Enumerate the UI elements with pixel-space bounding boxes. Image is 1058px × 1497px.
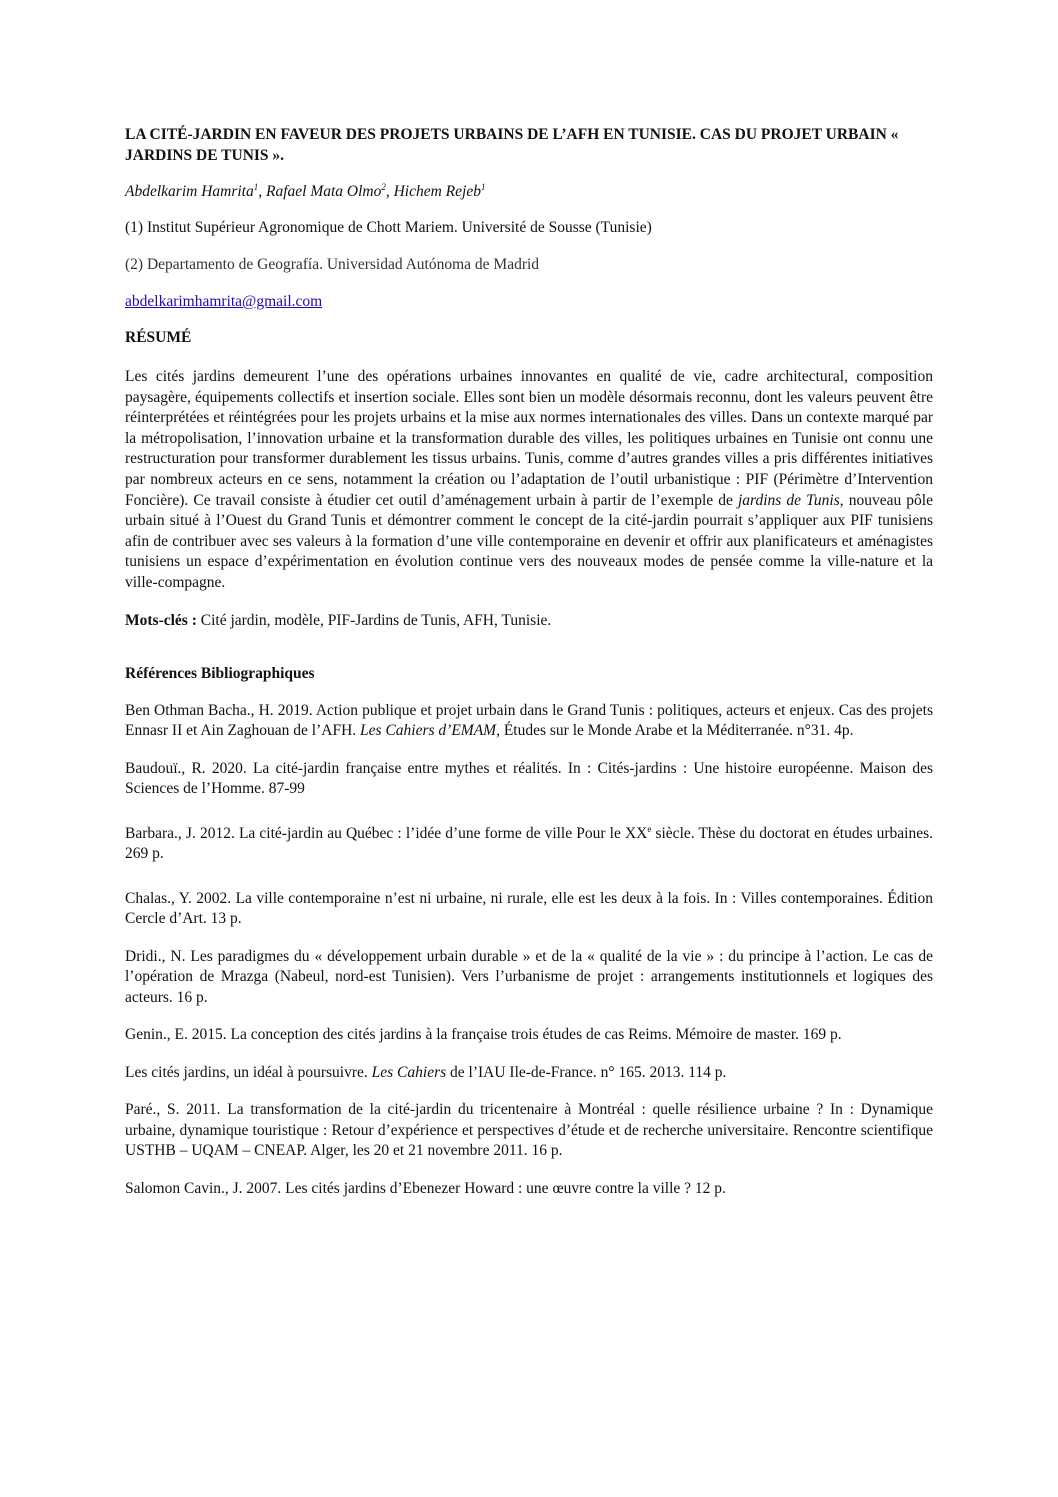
- reference-text: siècle. Thèse du doctorat en études urbaines. 269 p.: [125, 824, 933, 863]
- author-name: Hichem Rejeb: [393, 183, 481, 200]
- reference-item: [125, 824, 933, 865]
- author-email: [125, 292, 933, 312]
- reference-italic: Les Cahiers: [371, 1063, 447, 1081]
- affiliation-2: (2) Departamento de Geografía. Universidad Autónoma de Madrid: [125, 256, 540, 273]
- keywords-text: Cité jardin, modèle, PIF-Jardins de Tunis, AFH, Tunisie.: [196, 611, 552, 629]
- reference-item: [125, 947, 933, 1009]
- author-list: [125, 182, 933, 202]
- paper-title: LA CITÉ-JARDIN EN FAVEUR DES PROJETS URBAINS DE L’AFH EN TUNISIE. CAS DU PROJET URBAIN « JARDINS DE TUNIS ».: [125, 126, 899, 164]
- reference-text: de l’IAU Ile-de-France. n° 165. 2013. 114 p.: [446, 1063, 727, 1081]
- author-separator: ,: [258, 183, 266, 200]
- keywords: [125, 611, 933, 631]
- reference-item: [125, 759, 933, 800]
- email-link[interactable]: abdelkarimhamrita@gmail.com: [125, 293, 323, 310]
- abstract-text: [125, 367, 933, 594]
- author-name: Rafael Mata Olmo: [265, 183, 382, 200]
- references-heading: Références Bibliographiques: [125, 664, 315, 682]
- reference-text: Genin., E. 2015. La conception des cités jardins à la française trois études de cas Reims. Mémoire de master. 169 p.: [125, 1026, 842, 1044]
- reference-text: Dridi., N. Les paradigmes du « développement urbain durable » et de la « qualité de la vie » : du principe à l’action. Le cas de l’opération de Mrazga (Nabeul, nord-est Tunisien). Vers l’urbanisme de projet : arrangements institutionnels et logiques des acteurs. 16 p.: [125, 947, 933, 1006]
- reference-text: , Études sur le Monde Arabe et la Méditerranée. n°31. 4p.: [496, 722, 854, 740]
- affiliation-1: (1) Institut Supérieur Agronomique de Chott Mariem. Université de Sousse (Tunisie): [125, 219, 652, 236]
- resume-heading: RÉSUMÉ: [125, 329, 192, 346]
- reference-item: [125, 701, 933, 742]
- abstract-part: Les cités jardins demeurent l’une des opérations urbaines innovantes en qualité de vie, cadre architectural, composition paysagère, équipements collectifs et insertion sociale. Elles sont bien un modèle désormais reconnu, dont les valeurs peuvent être réinterprétées et réintégrées pour les projets urbains et la mise aux normes internationales des villes. Dans un contexte marqué par la métropolisation, l’innovation urbaine et la transformation durable des villes, les politiques urbaines en Tunisie ont connu une restructuration pour transformer durablement les tissus urbains. Tunis, comme d’autres grandes villes a pris différentes initiatives par nombreux acteurs en ce sens, notamment la création ou l’adaptation de l’outil urbanistique : PIF (Périmètre d’Intervention Foncière). Ce travail consiste à étudier cet outil d’aménagement urbain à partir de l’exemple de: [125, 368, 933, 509]
- reference-superscript: e: [647, 823, 652, 834]
- reference-item: [125, 889, 933, 930]
- author-affiliation-mark: 2: [381, 181, 386, 192]
- abstract-italic: jardins de Tunis: [737, 491, 840, 509]
- reference-italic: Les Cahiers d’EMAM: [360, 722, 497, 740]
- reference-text: Barbara., J. 2012. La cité-jardin au Québec : l’idée d’une forme de ville Pour le XX: [125, 824, 648, 842]
- reference-item: [125, 1025, 933, 1046]
- author-affiliation-mark: 1: [253, 181, 259, 192]
- reference-text: Paré., S. 2011. La transformation de la cité-jardin du tricentenaire à Montréal : quelle résilience urbaine ? In : Dynamique urbaine, dynamique touristique : Retour d’expérience et perspectives d’étude et de recherche universitaire. Rencontre scientifique USTHB – UQAM – CNEAP. Alger, les 20 et 21 novembre 2011. 16 p.: [125, 1101, 933, 1160]
- abstract-part: , nouveau pôle urbain situé à l’Ouest du Grand Tunis et démontrer comment le concept de la cité-jardin pourrait s’appliquer aux PIF tunisiens afin de contribuer avec ses valeurs à la formation d’une ville contemporaine en devenir et offrir aux planificateurs et aménagistes tunisiens un espace d’expérimentation en évolution continue vers des nouveaux modes de pensée comme la ville-nature et la ville-compagne.: [125, 491, 933, 591]
- reference-item: [125, 1100, 933, 1162]
- keywords-label: Mots-clés :: [125, 611, 197, 629]
- author-separator: ,: [385, 183, 394, 200]
- reference-text: Les cités jardins, un idéal à poursuivre.: [125, 1063, 372, 1081]
- author-affiliation-mark: 1: [480, 181, 486, 192]
- reference-item: [125, 1063, 933, 1084]
- reference-text: Salomon Cavin., J. 2007. Les cités jardins d’Ebenezer Howard : une œuvre contre la ville ? 12 p.: [125, 1179, 726, 1197]
- reference-text: Baudouï., R. 2020. La cité-jardin française entre mythes et réalités. In : Cités-jardins : Une histoire européenne. Maison des Sciences de l’Homme. 87-99: [125, 759, 933, 798]
- author-name: Abdelkarim Hamrita: [125, 183, 254, 200]
- reference-item: [125, 1179, 933, 1200]
- reference-text: Ben Othman Bacha., H. 2019. Action publique et projet urbain dans le Grand Tunis : politiques, acteurs et enjeux. Cas des projets Ennasr II et Ain Zaghouan de l’AFH.: [125, 701, 933, 740]
- paper-page: [125, 124, 933, 1216]
- reference-text: Chalas., Y. 2002. La ville contemporaine n’est ni urbaine, ni rurale, elle est les deux à la fois. In : Villes contemporaines. Édition Cercle d’Art. 13 p.: [125, 889, 933, 928]
